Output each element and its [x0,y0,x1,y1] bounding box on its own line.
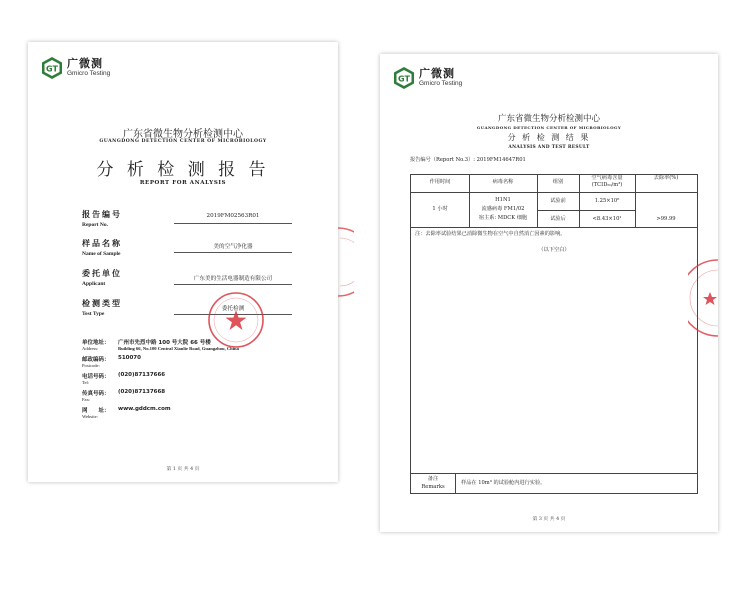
fax-value: (020)87137668 [118,389,166,395]
page-footer: 第 1 页 共 4 页 [166,467,200,472]
logo-mark-letters: GT [46,64,58,74]
company-logo [392,66,462,90]
edge-seal-icon [324,226,354,298]
logo-mark-letters: GT [398,74,410,84]
field-label-cn: 报告编号 [82,210,122,219]
table-cell-removal: >99.99 [656,216,676,222]
applicant-value: 广东美的生活电器制造有限公司 [193,276,273,282]
table-cell-content: 1.25×10⁶ [594,198,620,204]
contact-label: 单位地址： [82,340,110,346]
test-type-value: 委托检测 [221,306,245,312]
org-name-en: GUANGDONG DETECTION CENTER OF MICROBIOLOGY [476,125,622,130]
tel-value: (020)87137666 [118,372,166,378]
field-underline [174,284,292,285]
report-number: 报告编号（Report No.3）: 2019FM14647R01 [410,157,526,163]
logo-name-cn: 广微测 [67,57,103,71]
org-name-en: GUANGDONG DETECTION CENTER OF MICROBIOLOGY [99,139,267,144]
address-value-en: Building 66, No.100 Central Xianlie Road, Guangzhou, China [118,346,239,351]
sample-name-value: 美的空气净化器 [213,244,253,250]
table-header: 空气病毒含量(TCID₅₀/m³) [591,175,623,189]
table-rule [411,227,697,228]
field-label-en: Report No. [82,222,108,228]
test-result-page [380,54,718,532]
report-title-cn: 分 析 检 测 报 告 [96,160,270,180]
contact-label-en: Postcode: [82,363,100,368]
table-note: 注：去除率试验结果已消除微生物在空气中自然消亡因素的影响。 [415,231,566,237]
table-header: 病毒名称 [492,179,514,185]
company-logo [40,56,110,80]
contact-label-en: Website: [82,414,98,419]
logo-name-en: Gmicro Testing [419,80,463,88]
field-label-en: Applicant [82,281,106,287]
contact-label: 电话号码： [82,374,110,380]
table-cell-virus-line: 流感病毒 FM1/02 [481,206,525,212]
blank-marker: （以下空白） [538,247,570,253]
table-rule [537,210,635,211]
edge-seal-icon [688,258,718,338]
table-rule [411,192,697,193]
table-header: 组别 [552,179,564,185]
remarks-label-cn: 备注 [427,476,439,482]
contact-label-en: Tel: [82,380,90,385]
report-number-value: 2019FM02563R01 [206,213,260,219]
org-name-cn: 广东省微生物分析检测中心 [123,129,243,140]
remarks-text: 样品在 10m³ 的试验舱内进行实验。 [461,480,546,486]
field-label-cn: 样品名称 [82,239,122,248]
contact-label-en: Address: [82,346,99,351]
contact-label: 传真号码： [82,391,110,397]
gt-hexagon-icon [40,56,64,80]
remarks-label-en: Remarks [421,484,445,490]
org-name-cn: 广东省微生物分析检测中心 [497,114,600,124]
website-value: www.gddcm.com [118,406,171,412]
contact-label: 邮政编码： [82,357,110,363]
table-cell-time: 1 小时 [432,206,448,212]
contact-label: 网 址： [82,408,110,414]
field-underline [174,252,292,253]
table-rule [411,473,697,474]
report-title-en: REPORT FOR ANALYSIS [139,180,227,186]
table-rule [455,473,456,493]
table-cell-content: <8.43×10¹ [592,216,622,222]
official-seal-icon [206,290,266,350]
result-table [410,174,698,494]
contact-label-en: Fax: [82,397,91,402]
report-cover-page [28,42,338,482]
address-value: 广州市先烈中路 100 号大院 66 号楼 [118,340,211,346]
field-underline [174,223,292,224]
field-label-en: Name of Sample [82,251,121,257]
result-title-en: ANALYSIS AND TEST RESULT [508,145,590,150]
table-cell-group: 试验后 [550,216,566,222]
result-title-cn: 分 析 检 测 结 果 [507,133,591,142]
postcode-value: 510070 [118,355,141,361]
gt-hexagon-icon [392,66,416,90]
table-cell-group: 试验前 [550,198,566,204]
table-cell-virus-line: 宿主系: MDCK 细胞 [478,215,528,221]
field-label-cn: 检测类型 [82,299,122,308]
logo-name-en: Gmicro Testing [67,70,111,78]
page-footer: 第 3 页 共 4 页 [532,517,566,522]
table-header: 作用时间 [429,179,451,185]
logo-name-cn: 广微测 [419,67,455,81]
table-cell-virus-line: H1N1 [495,197,511,203]
field-label-en: Test Type [82,311,105,317]
table-header: 去除率(%) [653,175,679,181]
field-label-cn: 委托单位 [82,269,122,278]
